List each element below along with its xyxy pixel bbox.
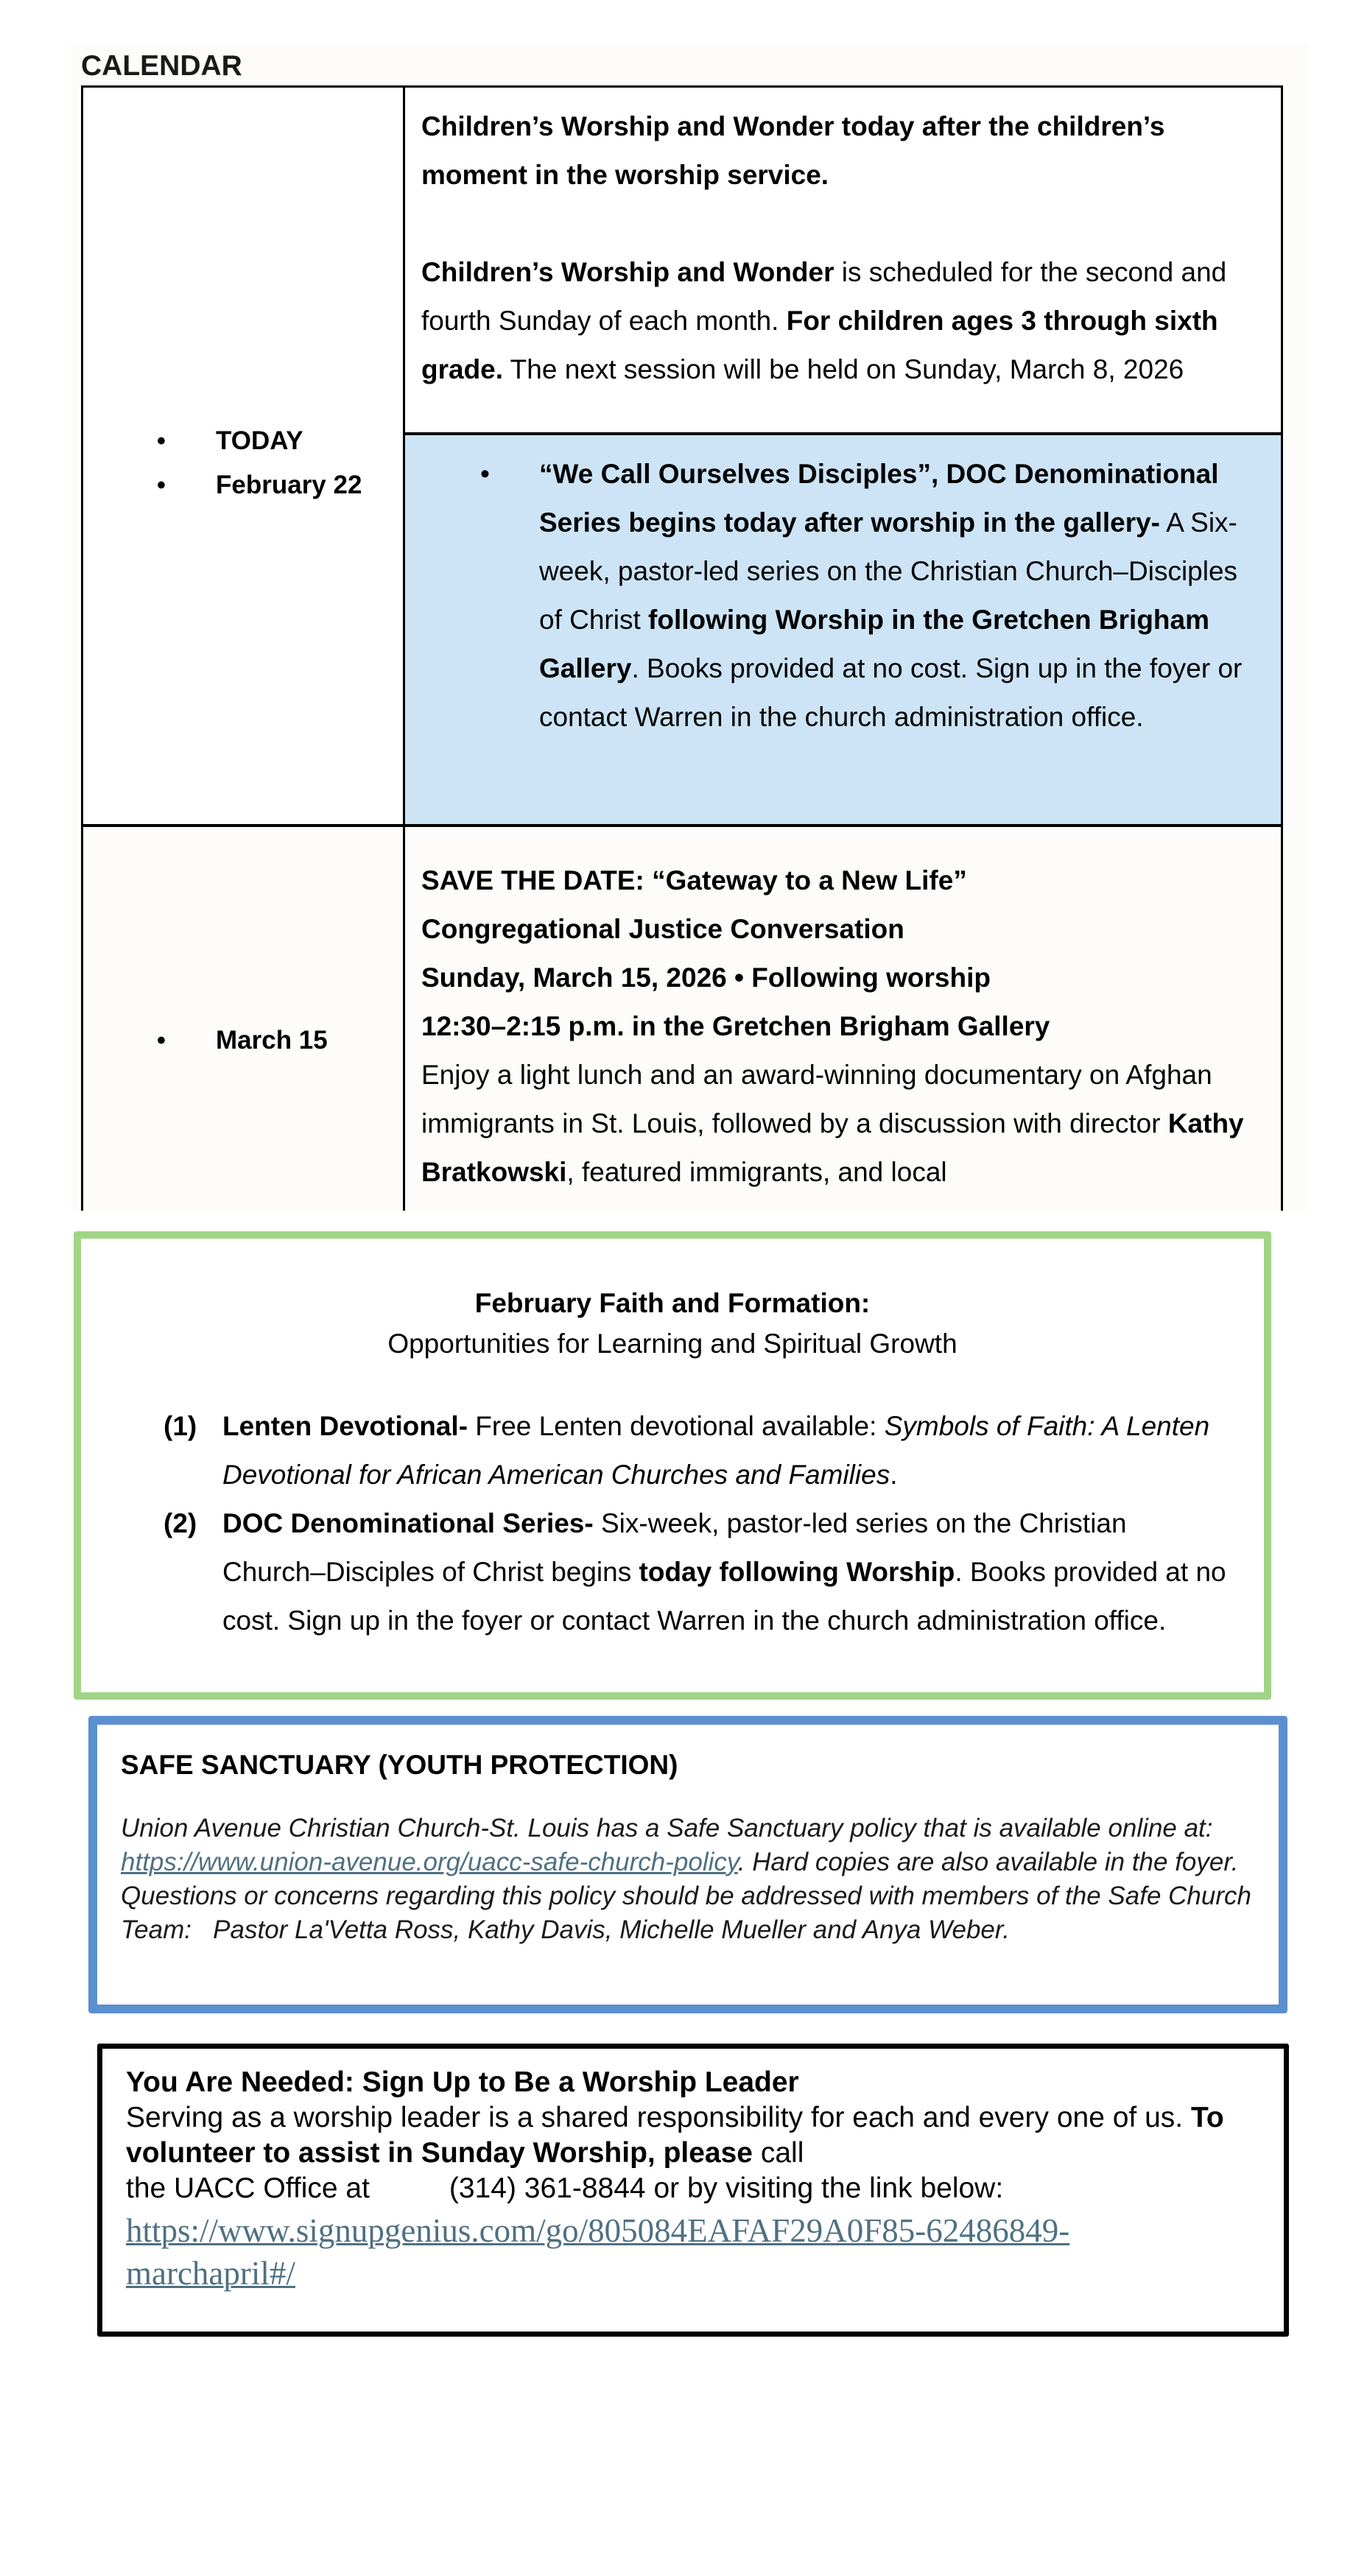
date-list xyxy=(157,419,362,507)
date-cell-march-15 xyxy=(83,827,403,1211)
event-description xyxy=(421,248,1265,394)
director-name: Kathy Bratkowski xyxy=(421,1108,1244,1187)
date-item: • March 15 xyxy=(157,1018,328,1063)
event-next-session: The next session will be held on Sunday, March 8, 2026 xyxy=(503,354,1184,384)
safe-church-policy-link[interactable]: https://www.union-avenue.org/uacc-safe-church-policy xyxy=(121,1848,738,1876)
event-text: A Six-week, pastor-led series on the Christian Church–Disciples of Christ xyxy=(539,507,1238,635)
event-cell-save-the-date xyxy=(405,827,1281,1211)
faith-formation-list xyxy=(164,1402,1234,1645)
date-item: • February 22 xyxy=(157,463,362,507)
event-name: Children’s Worship and Wonder xyxy=(421,257,834,287)
date-cell-today xyxy=(83,88,403,824)
safe-sanctuary-title: SAFE SANCTUARY (YOUTH PROTECTION) xyxy=(121,1750,678,1780)
event-text: . Books provided at no cost. Sign up in the foyer or contact Warren in the church administration office. xyxy=(539,653,1243,732)
calendar-section xyxy=(71,43,1308,1211)
event-bullet xyxy=(421,450,1265,742)
list-item: (2) DOC Denominational Series- Six-week, pastor-led series on the Christian Church–Disciples of Christ begins today following Worship. Books provided at no cost. Sign up in the foyer or contact Warren in the church administration office. xyxy=(164,1499,1234,1645)
event-title: SAVE THE DATE: “Gateway to a New Life” xyxy=(421,865,967,895)
safe-sanctuary-body: Union Avenue Christian Church-St. Louis has a Safe Sanctuary policy that is available online at: https://www.union-avenue.org/uacc-safe-church-policy. Hard copies are also available in the foyer. Questions or concerns regarding this policy should be addressed with members of the Safe Church Team: Pastor La'Vetta Ross, Kathy Davis, Michelle Mueller and Anya Weber. xyxy=(121,1814,1251,1944)
office-contact: the UACC Office at (314) 361-8844 or by visiting the link below: xyxy=(126,2172,1004,2204)
event-age-range: For children ages 3 through sixth grade. xyxy=(421,306,1218,384)
book-title: Symbols of Faith: A Lenten Devotional for African American Churches and Families xyxy=(222,1411,1210,1490)
event-time-location: 12:30–2:15 p.m. in the Gretchen Brigham Gallery xyxy=(421,1011,1050,1041)
event-subtitle: Congregational Justice Conversation xyxy=(421,914,904,944)
faith-formation-subtitle: Opportunities for Learning and Spiritual Growth xyxy=(387,1329,957,1359)
list-number: (1) xyxy=(164,1411,197,1441)
event-location: following Worship in the Gretchen Brigham Gallery xyxy=(539,605,1209,683)
calendar-heading: CALENDAR xyxy=(81,50,242,82)
worship-leader-content xyxy=(126,2065,1269,2295)
date-item: • TODAY xyxy=(157,419,362,463)
team-members: Pastor La'Vetta Ross, Kathy Davis, Michelle Mueller and Anya Weber. xyxy=(213,1915,1010,1944)
phone-number: (314) 361-8844 xyxy=(449,2172,646,2204)
date-list xyxy=(157,1018,328,1063)
event-title: Children’s Worship and Wonder today after the children’s moment in the worship service. xyxy=(421,111,1165,190)
event-date: Sunday, March 15, 2026 • Following worship xyxy=(421,963,991,993)
team-label: Team: xyxy=(121,1915,191,1944)
worship-leader-body: Serving as a worship leader is a shared responsibility for each and every one of us. To volunteer to assist in Sunday Worship, please call xyxy=(126,2102,1224,2169)
signup-genius-link[interactable]: https://www.signupgenius.com/go/805084EAFAF29A0F85-62486849- marchapril#/ xyxy=(126,2212,1070,2292)
list-number: (2) xyxy=(164,1508,197,1538)
faith-formation-title: February Faith and Formation: xyxy=(474,1288,871,1318)
safe-sanctuary-box xyxy=(88,1716,1287,2013)
event-title: “We Call Ourselves Disciples”, DOC Denominational Series begins today after worship in the gallery- xyxy=(539,459,1219,538)
event-cell-childrens-worship xyxy=(405,88,1281,432)
worship-leader-box xyxy=(97,2044,1289,2337)
bullet-icon: • xyxy=(480,459,490,489)
event-description: Enjoy a light lunch and an award-winning documentary on Afghan immigrants in St. Louis, followed by a discussion with director Kathy Bratkowski, featured immigrants, and local xyxy=(421,1060,1244,1187)
worship-leader-title: You Are Needed: Sign Up to Be a Worship Leader xyxy=(126,2066,799,2098)
event-text: is scheduled for the second and fourth Sunday of each month. xyxy=(421,257,1227,336)
faith-formation-box xyxy=(74,1231,1271,1700)
list-item: (1) Lenten Devotional- Free Lenten devotional available: Symbols of Faith: A Lenten Devotional for African American Churches and Families. xyxy=(164,1402,1234,1499)
event-cell-doc-series xyxy=(405,435,1281,824)
calendar-table xyxy=(81,85,1283,1211)
